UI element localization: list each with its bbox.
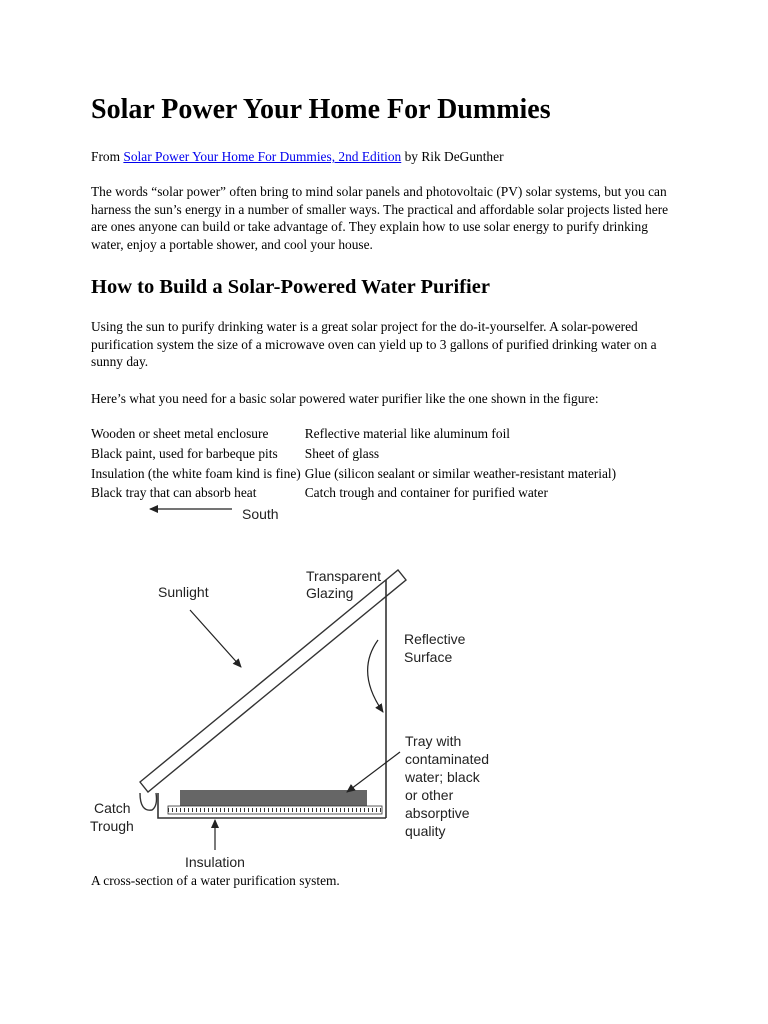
catch-trough [140,793,157,810]
supply-item: Sheet of glass [304,445,380,461]
supply-item: Glue (silicon sealant or similar weather-resistant material) [304,465,617,481]
supply-item: Insulation (the white foam kind is fine) [91,465,301,481]
supply-item: Black paint, used for barbeque pits [91,445,278,461]
tray-label-line-5: absorptive [405,805,470,821]
reflective-label-line-1: Reflective [404,631,466,647]
glazing-label-line-2: Glazing [306,585,354,601]
reflective-arrow [368,640,383,712]
byline [91,148,504,166]
water-tray [180,790,367,806]
supply-item: Reflective material like aluminum foil [304,426,511,441]
supplies-table [89,424,618,503]
sunlight-label: Sunlight [158,584,209,600]
supply-item: Catch trough and container for purified water [304,485,548,501]
supplies-row [89,424,618,444]
supplies-row [89,444,618,464]
intro-paragraph: The words “solar power” often bring to mind solar panels and photovoltaic (PV) solar systems, but you can harness the sun’s energy in a number of smaller ways. The practical and affordable solar projects listed here are ones anyone can build or take advantage of. They explain how to use solar energy to purify drinking water, enjoy a portable shower, and cool your house. [91,184,669,252]
south-label: South [242,506,279,522]
book-link[interactable]: Solar Power Your Home For Dummies, 2nd Edition [123,149,402,164]
tray-arrow [347,752,400,792]
byline-prefix: From [91,149,121,164]
byline-author: by Rik DeGunther [404,149,504,164]
water-purifier-diagram [80,500,500,875]
tray-label-line-3: water; black [405,769,480,785]
figure-caption: A cross-section of a water purification system. [91,873,340,888]
sunlight-arrow [190,610,241,667]
transparent-glazing [140,570,406,792]
glazing-label-line-1: Transparent [306,568,381,584]
insulation-label: Insulation [185,854,245,870]
tray-label-line-4: or other [405,787,454,803]
catch-label-line-1: Catch [94,800,131,816]
section-paragraph-1: Using the sun to purify drinking water is a great solar project for the do-it-yourselfer. A solar-powered purification system the size of a microwave oven can yield up to 3 gallons of purified drinking water on a sunny day. [91,319,657,370]
section-heading: How to Build a Solar-Powered Water Purifier [91,276,490,298]
tray-label-line-6: quality [405,823,446,839]
catch-label-line-2: Trough [90,818,134,834]
reflective-label-line-2: Surface [404,649,453,665]
tray-label-line-2: contaminated [405,751,490,767]
supply-item: Black tray that can absorb heat [91,485,257,501]
tray-label-line-1: Tray with [405,733,462,749]
supply-item: Wooden or sheet metal enclosure [91,426,269,441]
page-title: Solar Power Your Home For Dummies [91,94,551,125]
section-paragraph-2: Here’s what you need for a basic solar powered water purifier like the one shown in the figure: [91,391,599,406]
supplies-row [89,464,618,484]
